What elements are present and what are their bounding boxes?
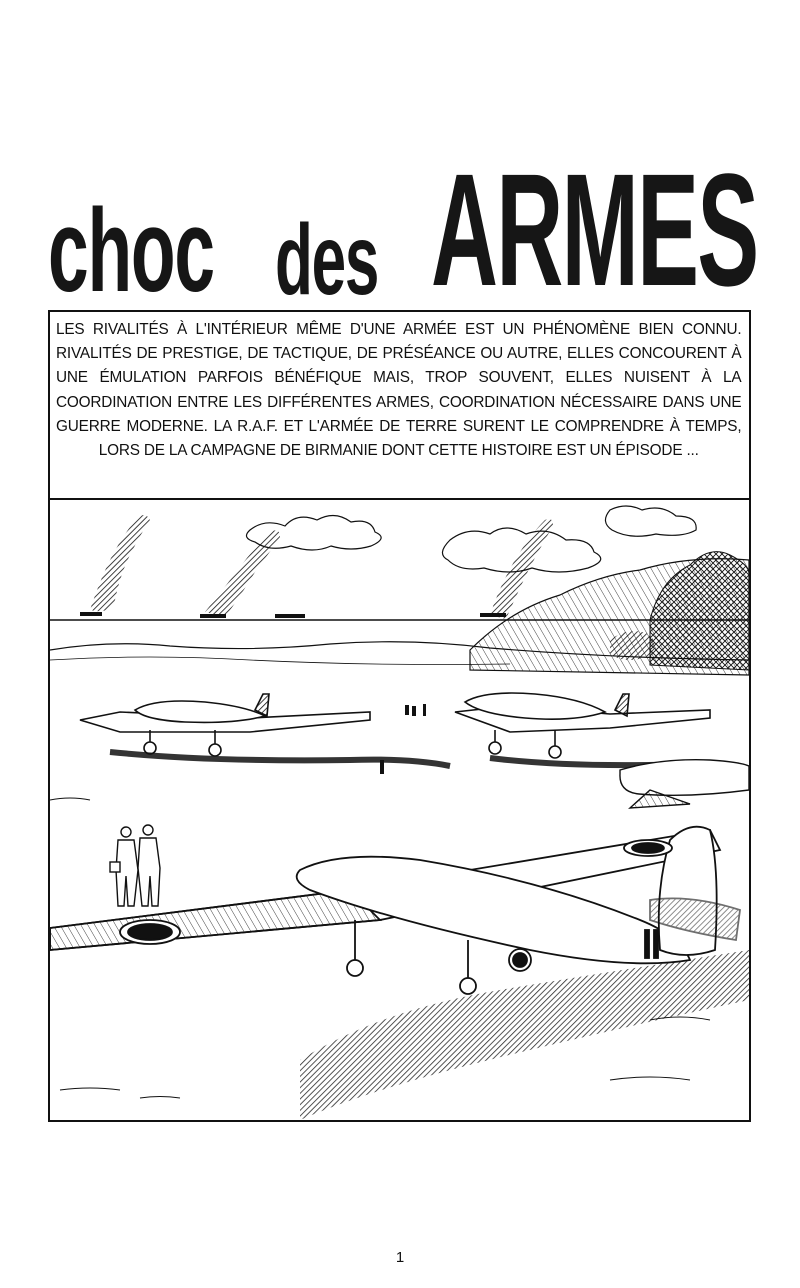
title-word-des: des <box>275 204 379 316</box>
airfield-scene-illustration <box>50 500 749 1120</box>
intro-caption-box <box>50 312 749 500</box>
intro-caption-text: LES RIVALITÉS À L'INTÉRIEUR MÊME D'UNE ARMÉE EST UN PHÉNOMÈNE BIEN CONNU. RIVALITÉS DE PRESTIGE, DE TACTIQUE, DE PRÉSÉANCE OU AUTRE, ELLES CONCOURENT À UNE ÉMULATION PARFOIS BÉNÉFIQUE MAIS, TROP SOUVENT, ELLES NUISENT À LA COORDINATION ENTRE LES DIFFÉRENTES ARMES, COORDINATION NÉCESSAIRE DANS UNE GUERRE MODERNE. LA R.A.F. ET L'ARMÉE DE TERRE SURENT LE COMPRENDRE À TEMPS, LORS DE LA CAMPAGNE DE BIRMANIE DONT CETTE HISTOIRE EST UN ÉPISODE ... <box>56 321 742 460</box>
comic-title <box>48 140 758 319</box>
opening-panel <box>48 310 751 1122</box>
title-word-choc: choc <box>48 185 214 317</box>
page-number: 1 <box>395 1249 405 1266</box>
title-word-armes: ARMES <box>431 140 758 319</box>
